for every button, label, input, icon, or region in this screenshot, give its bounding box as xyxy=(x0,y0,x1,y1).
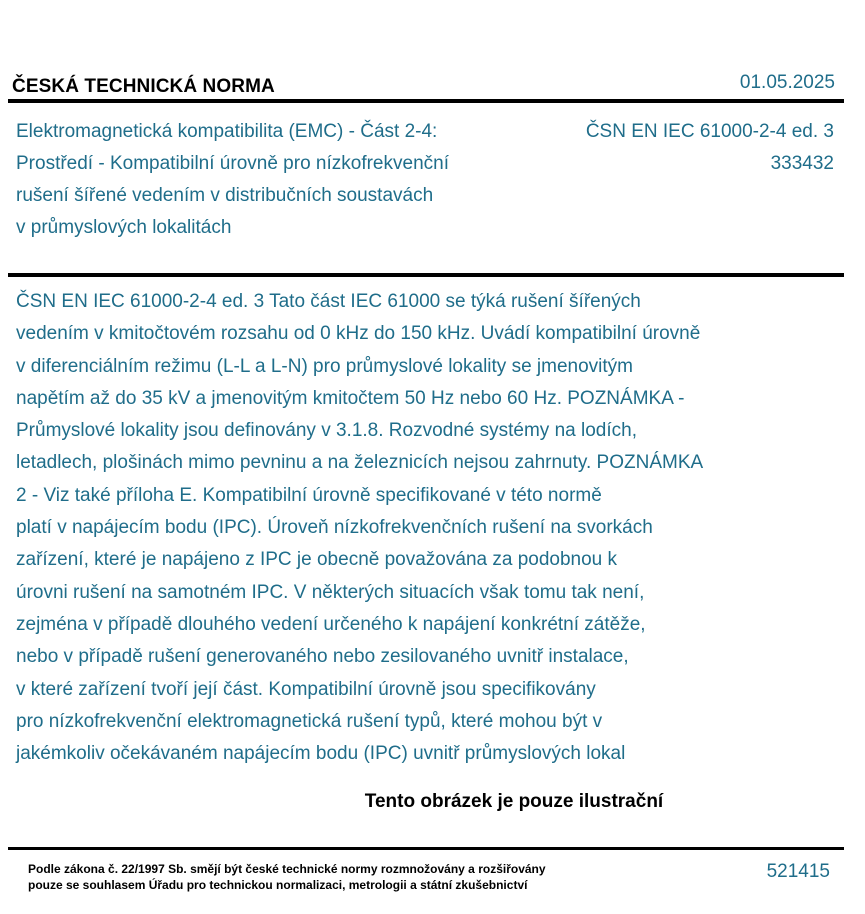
abstract-line: ČSN EN IEC 61000-2-4 ed. 3 Tato část IEC 61000 se týká rušení šířených xyxy=(16,291,641,312)
title-divider xyxy=(8,273,844,277)
abstract-line: jakémkoliv očekávaném napájecím bodu (IPC) uvnitř průmyslových lokal xyxy=(16,743,626,765)
abstract-line: nebo v případě rušení generovaného nebo zesilovaného uvnitř instalace, xyxy=(16,646,629,668)
abstract-line: v které zařízení tvoří její část. Kompatibilní úrovně jsou specifikovány xyxy=(16,678,596,700)
standard-title xyxy=(16,116,536,244)
title-line: rušení šířené vedením v distribučních soustavách xyxy=(16,185,434,206)
title-line: Prostředí - Kompatibilní úrovně pro nízkofrekvenční xyxy=(16,153,449,174)
abstract-line: úrovni rušení na samotném IPC. V některých situacích však tomu tak není, xyxy=(16,581,645,603)
illustration-disclaimer: Tento obrázek je pouze ilustrační xyxy=(364,791,664,812)
header-divider xyxy=(8,99,844,103)
standard-number: ČSN EN IEC 61000-2-4 ed. 3 xyxy=(585,121,834,142)
title-line: v průmyslových lokalitách xyxy=(16,217,232,238)
standard-identifier xyxy=(586,116,834,180)
title-line: Elektromagnetická kompatibilita (EMC) - Část 2-4: xyxy=(16,121,438,142)
abstract-line: vedením v kmitočtovém rozsahu od 0 kHz do 150 kHz. Uvádí kompatibilní úrovně xyxy=(16,323,701,345)
abstract-line: pro nízkofrekvenční elektromagnetická rušení typů, které mohou být v xyxy=(16,710,603,732)
abstract-line: letadlech, plošinách mimo pevninu a na železnicích nejsou zahrnuty. POZNÁMKA xyxy=(16,452,704,474)
catalog-code: 521415 xyxy=(766,861,830,882)
footer-divider xyxy=(8,847,844,850)
classification-code: 333432 xyxy=(770,153,834,174)
abstract-line: zejména v případě dlouhého vedení určeného k napájení konkrétní zátěže, xyxy=(16,613,646,635)
abstract-line: 2 - Viz také příloha E. Kompatibilní úrovně specifikované v této normě xyxy=(16,484,602,506)
abstract-line: platí v napájecím bodu (IPC). Úroveň nízkofrekvenčních rušení na svorkách xyxy=(16,517,653,539)
document-type-label: ČESKÁ TECHNICKÁ NORMA xyxy=(12,76,275,97)
abstract-line: Průmyslové lokality jsou definovány v 3.1.8. Rozvodné systémy na lodích, xyxy=(16,420,637,442)
abstract-text xyxy=(16,286,806,770)
legal-line: Podle zákona č. 22/1997 Sb. smějí být české technické normy rozmnožovány a rozšiřovány xyxy=(28,862,546,876)
abstract-line: v diferenciálním režimu (L-L a L-N) pro průmyslové lokality se jmenovitým xyxy=(16,355,633,377)
legal-notice xyxy=(28,861,588,893)
abstract-line: napětím až do 35 kV a jmenovitým kmitočtem 50 Hz nebo 60 Hz. POZNÁMKA - xyxy=(16,387,685,409)
abstract-line: zařízení, které je napájeno z IPC je obecně považována za podobnou k xyxy=(16,549,618,571)
legal-line: pouze se souhlasem Úřadu pro technickou normalizaci, metrologii a státní zkušebnictví xyxy=(28,878,528,892)
publication-date: 01.05.2025 xyxy=(739,72,835,93)
